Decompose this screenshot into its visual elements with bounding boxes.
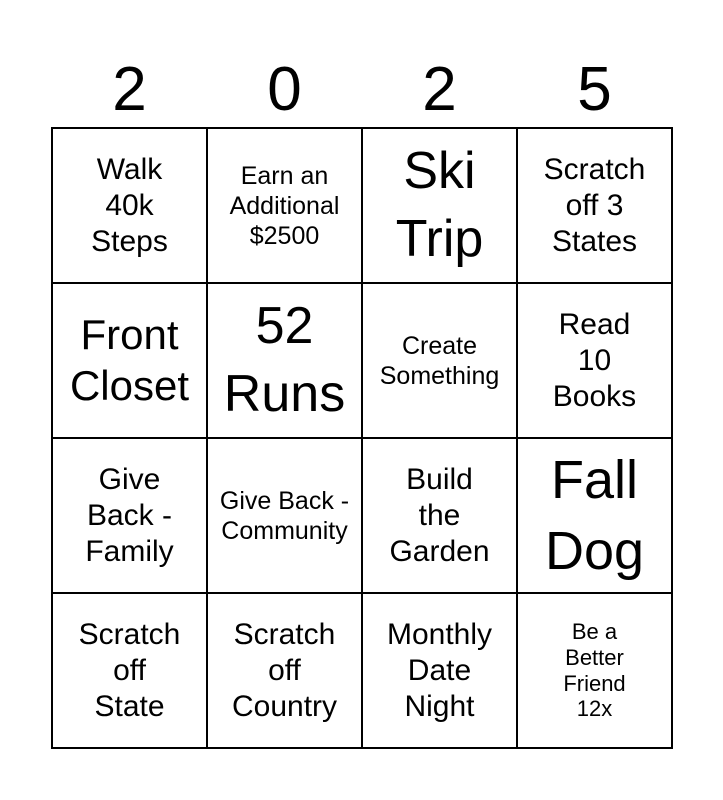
- cell-text: Create Something: [379, 331, 500, 390]
- bingo-cell[interactable]: [518, 129, 673, 284]
- bingo-cell[interactable]: [518, 594, 673, 749]
- cell-text: 52 Runs: [223, 296, 346, 423]
- bingo-cell[interactable]: [208, 129, 363, 284]
- bingo-cell[interactable]: [53, 129, 208, 284]
- cell-text: Scratch off Country: [231, 617, 338, 723]
- bingo-cell[interactable]: [53, 284, 208, 439]
- bingo-cell[interactable]: [53, 439, 208, 594]
- cell-text: Give Back - Community: [219, 486, 350, 545]
- header-letter: 2: [422, 55, 457, 124]
- header-letter: 5: [577, 55, 612, 124]
- cell-text: Walk 40k Steps: [91, 152, 168, 258]
- bingo-board: [51, 127, 673, 749]
- cell-text: Read 10 Books: [552, 307, 637, 413]
- cell-text: Be a Better Friend 12x: [563, 618, 626, 722]
- cell-text: Monthly Date Night: [386, 617, 493, 723]
- cell-text: Earn an Additional $2500: [229, 161, 340, 250]
- cell-text: Scratch off 3 States: [543, 152, 646, 258]
- bingo-header: [52, 52, 672, 128]
- bingo-cell[interactable]: [363, 129, 518, 284]
- bingo-cell[interactable]: [363, 594, 518, 749]
- cell-text: Ski Trip: [395, 141, 484, 268]
- bingo-cell[interactable]: [208, 284, 363, 439]
- cell-text: Give Back - Family: [85, 462, 174, 568]
- cell-text: Scratch off State: [78, 617, 181, 723]
- cell-text: Build the Garden: [389, 462, 490, 568]
- header-letter: 2: [112, 55, 147, 124]
- cell-text: Front Closet: [69, 311, 190, 409]
- bingo-cell[interactable]: [518, 284, 673, 439]
- bingo-cell[interactable]: [53, 594, 208, 749]
- bingo-cell[interactable]: [363, 284, 518, 439]
- bingo-cell[interactable]: [208, 439, 363, 594]
- cell-text: Fall Dog: [544, 450, 645, 581]
- header-letter: 0: [267, 55, 302, 124]
- bingo-cell[interactable]: [208, 594, 363, 749]
- bingo-cell[interactable]: [518, 439, 673, 594]
- bingo-cell[interactable]: [363, 439, 518, 594]
